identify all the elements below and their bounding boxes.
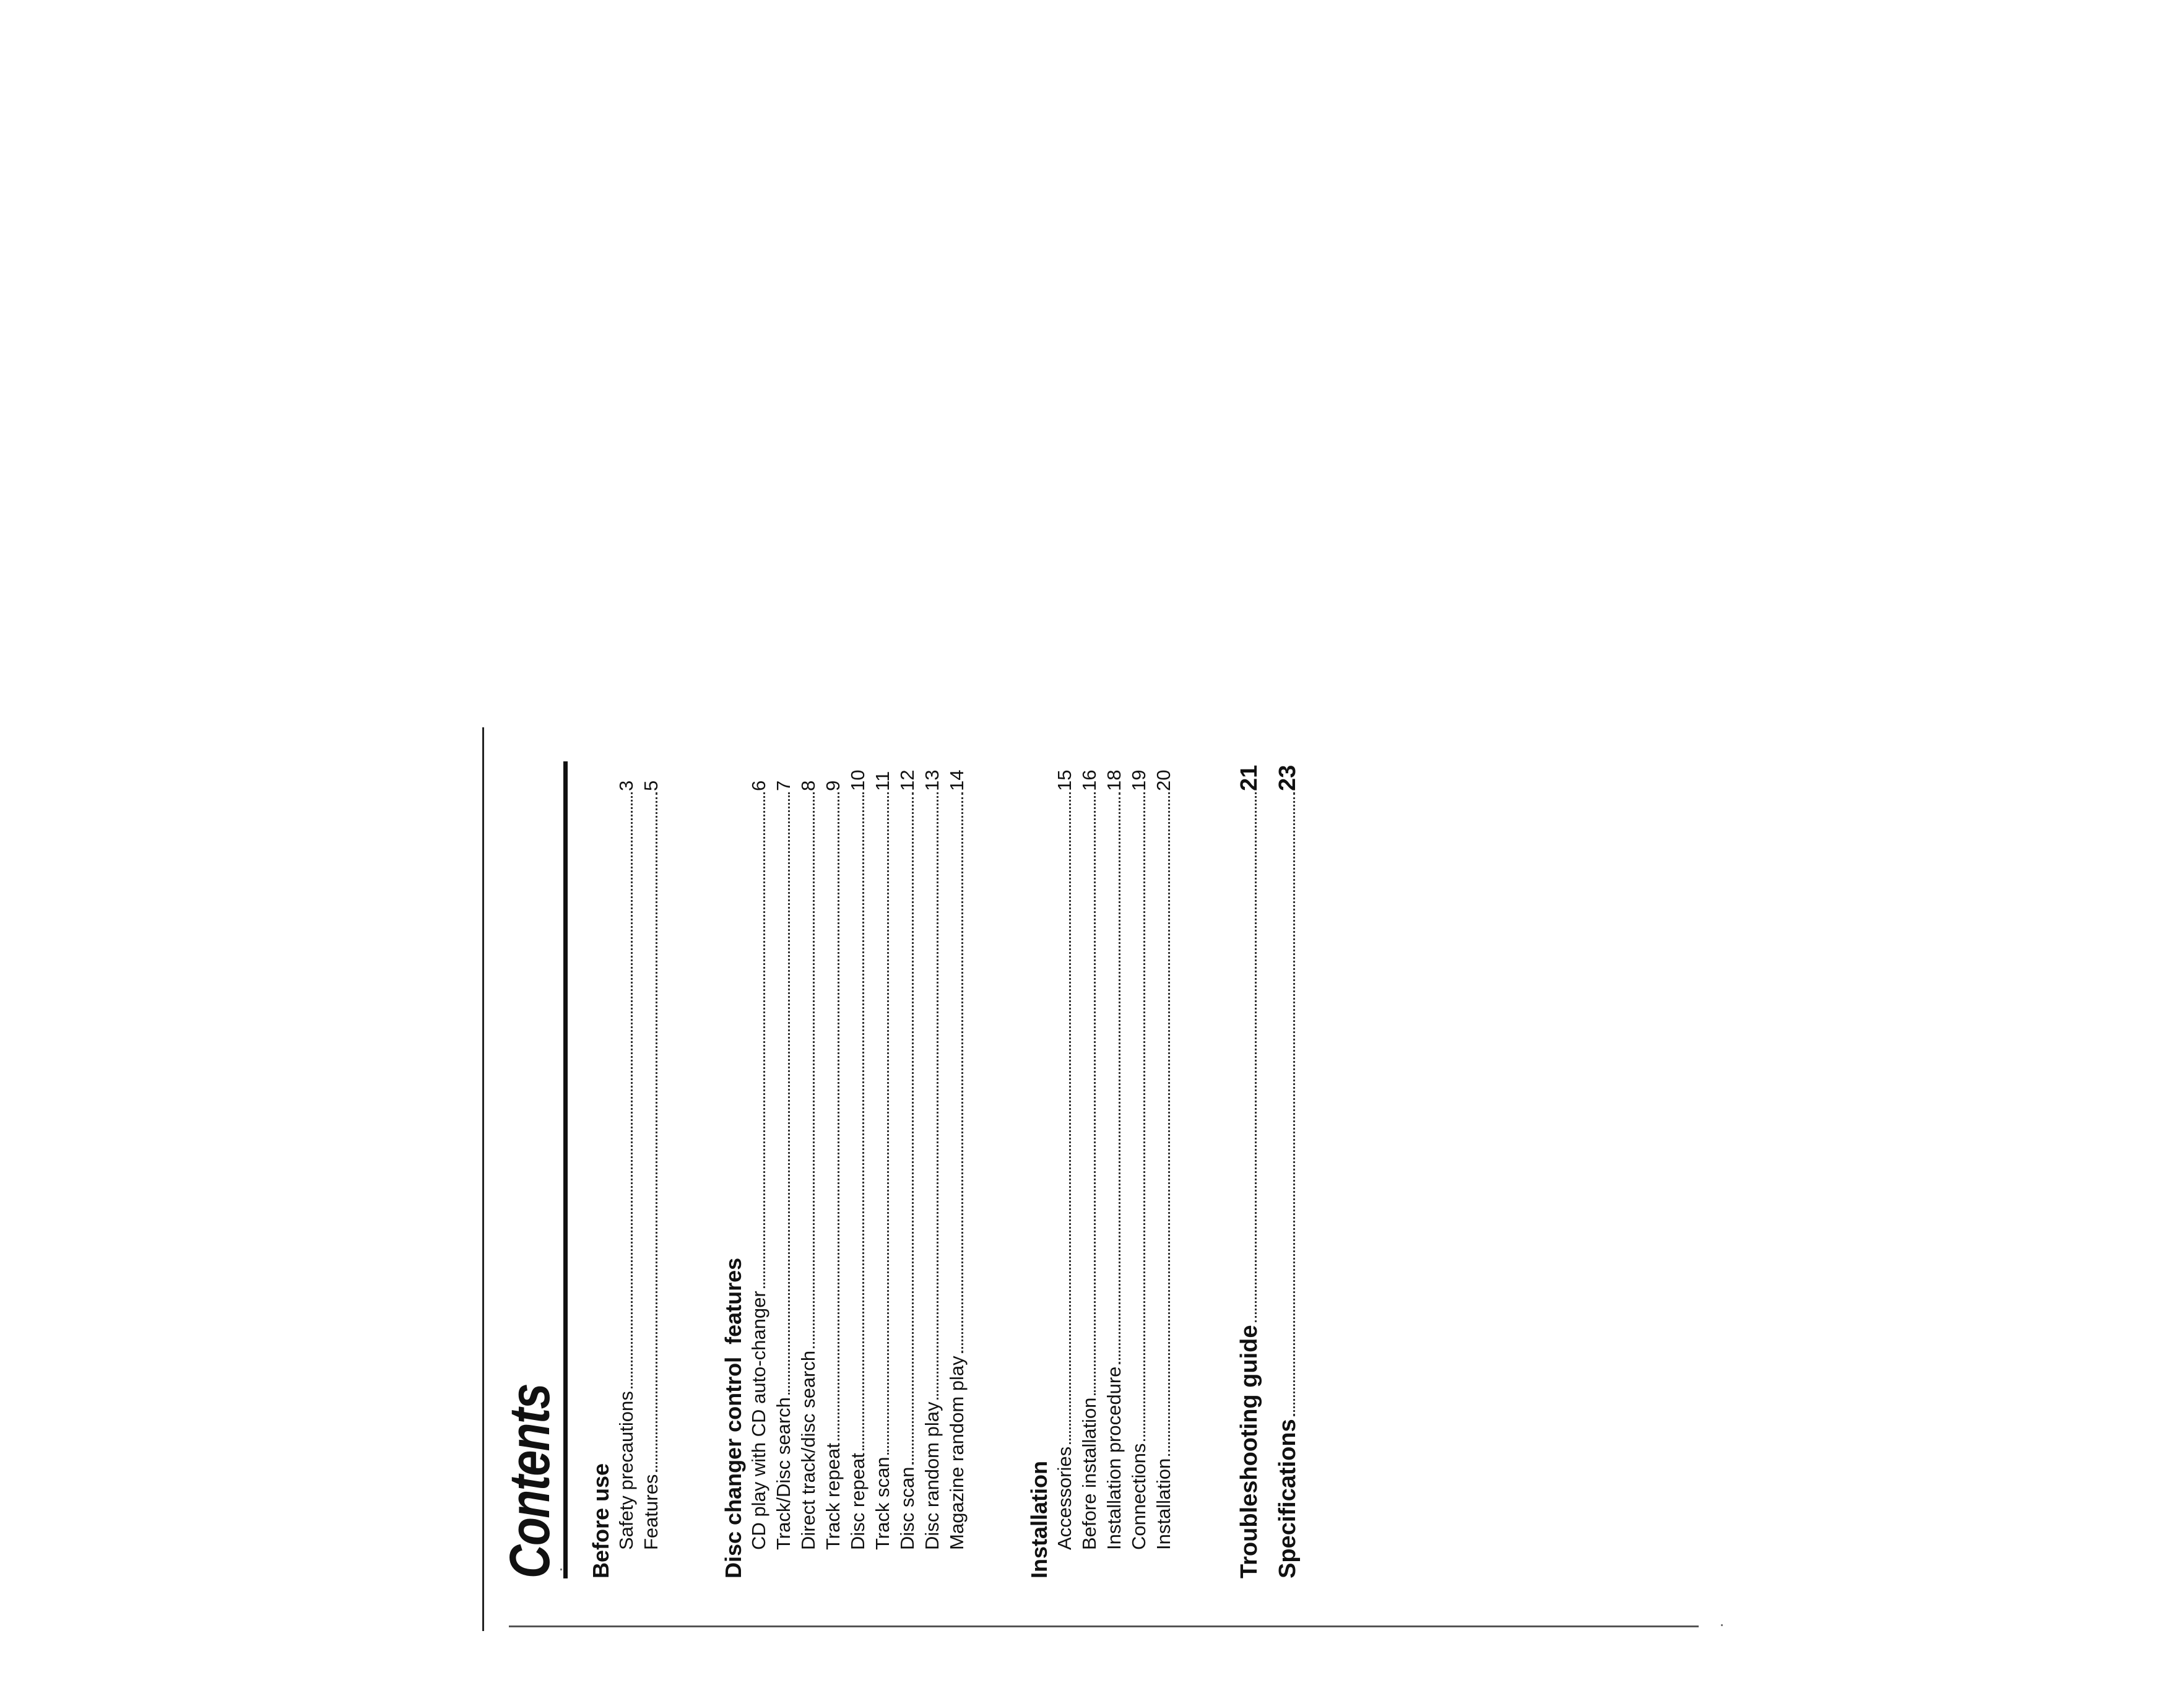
toc-entry [614, 755, 639, 1578]
dot-leader [862, 792, 864, 1450]
dot-leader [937, 792, 938, 1400]
dot-leader [1255, 792, 1257, 1322]
toc-entry [821, 755, 846, 1578]
toc-entry-label: Track scan [872, 1456, 893, 1550]
toc-entry-page: 19 [1128, 769, 1150, 791]
toc-entry [639, 755, 664, 1578]
dot-leader [912, 792, 914, 1465]
dot-leader [763, 792, 765, 1288]
toc-entry-label: Disc random play [921, 1401, 943, 1550]
dot-leader [1143, 792, 1145, 1441]
toc-entry-label: Connections [1128, 1443, 1150, 1550]
toc-entry [1077, 755, 1102, 1578]
dot-leader [1293, 792, 1295, 1416]
toc-entry-label: Accessories [1054, 1446, 1075, 1550]
toc-entry-label: Track repeat [822, 1443, 844, 1550]
dot-leader [838, 792, 839, 1440]
toc-entry-label: Safety precautions [615, 1391, 637, 1550]
section-heading: Disc changer control features [721, 1257, 746, 1578]
toc-entry [1127, 755, 1151, 1578]
page-border-vertical [482, 727, 484, 1631]
toc-entry [920, 755, 945, 1578]
toc-entry-page: 23 [1275, 764, 1301, 791]
toc-entry-label: Direct track/disc search [797, 1350, 819, 1550]
toc-entry-page: 21 [1236, 764, 1262, 791]
toc-entry-page: 18 [1103, 769, 1125, 791]
dot-leader [1069, 792, 1071, 1444]
toc-section-disc-changer [721, 755, 969, 1578]
dot-leader [788, 792, 790, 1395]
toc-entry [846, 755, 870, 1578]
toc-entry-page: 13 [921, 769, 943, 791]
toc-entry-label: Magazine random play [946, 1356, 968, 1550]
contents-page [498, 755, 1301, 1578]
toc-entry-page: 15 [1054, 769, 1075, 791]
dot-leader [1094, 792, 1096, 1395]
toc-entry-label: Before installation [1078, 1397, 1100, 1550]
toc-entry-label: Installation [1153, 1458, 1174, 1550]
toc-entry [1052, 755, 1077, 1578]
toc-entry-label: Specifications [1275, 1419, 1301, 1578]
toc-entry-page: 20 [1153, 769, 1174, 791]
toc-entry-page: 11 [872, 771, 893, 791]
dot-leader [961, 792, 963, 1353]
toc-entry [870, 755, 895, 1578]
table-of-contents [588, 755, 1304, 1578]
dot-leader [656, 792, 657, 1472]
toc-entry [1102, 755, 1127, 1578]
toc-entry-page: 7 [773, 780, 794, 791]
toc-entry [771, 755, 796, 1578]
toc-entry-page: 16 [1078, 769, 1100, 791]
page-title: Contents [498, 1384, 561, 1578]
dot-leader [631, 792, 633, 1388]
toc-entry-page: 12 [896, 769, 918, 791]
toc-entry-page: 10 [847, 769, 869, 791]
toc-entry-label: Track/Disc search [773, 1397, 794, 1550]
toc-entry [796, 755, 821, 1578]
toc-entry-page: 6 [748, 780, 769, 791]
toc-entry-label: Features [640, 1474, 662, 1550]
toc-major-entry-troubleshooting [1233, 755, 1265, 1578]
toc-entry-page: 5 [640, 780, 662, 791]
toc-entry-page: 8 [797, 780, 819, 791]
toc-entry [747, 755, 771, 1578]
toc-major-entry-specifications [1272, 755, 1304, 1578]
toc-entry [1151, 755, 1176, 1578]
dot-leader [1168, 792, 1170, 1456]
toc-entry-label: CD play with CD auto-changer [748, 1291, 769, 1550]
section-heading: Before use [588, 1463, 613, 1578]
page-border-horizontal [509, 1625, 1699, 1627]
toc-entry-page: 9 [822, 780, 844, 791]
scan-speck [1721, 1624, 1723, 1626]
dot-leader [813, 792, 815, 1348]
toc-entry [945, 755, 969, 1578]
toc-section-installation [1026, 755, 1176, 1578]
toc-major-entries [1233, 755, 1304, 1578]
toc-entry-label: Disc repeat [847, 1453, 869, 1550]
toc-entry-label: Disc scan [896, 1466, 918, 1550]
section-heading: Installation [1026, 1460, 1052, 1578]
toc-entry-label: Installation procedure [1103, 1366, 1125, 1550]
toc-entry [895, 755, 920, 1578]
toc-entry-page: 3 [615, 780, 637, 791]
toc-entry-label: Troubleshooting guide [1236, 1325, 1262, 1578]
toc-section-before-use [588, 755, 664, 1578]
dot-leader [887, 792, 889, 1455]
toc-entry-page: 14 [946, 769, 968, 791]
title-rule [563, 761, 568, 1578]
dot-leader [1119, 792, 1120, 1364]
